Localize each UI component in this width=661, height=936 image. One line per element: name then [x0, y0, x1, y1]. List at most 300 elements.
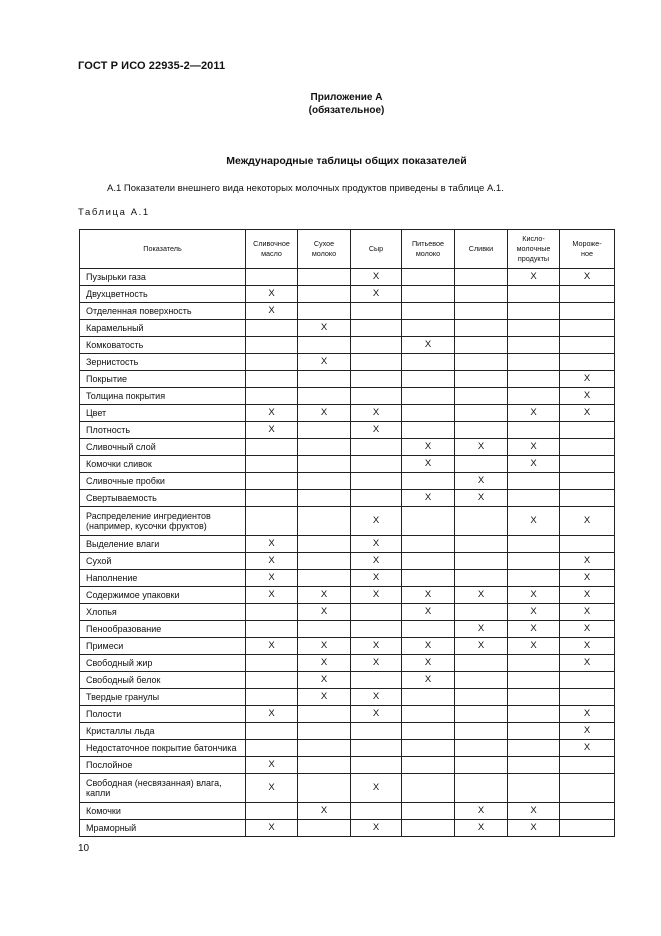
applicability-cell	[402, 570, 455, 587]
table-row	[80, 723, 615, 740]
applicability-cell	[402, 740, 455, 757]
applicability-cell	[508, 774, 560, 803]
indicator-name: Карамельный	[80, 320, 246, 337]
applicability-cell	[508, 422, 560, 439]
indicator-name: Двухцветность	[80, 286, 246, 303]
indicator-name: Покрытие	[80, 371, 246, 388]
applicability-cell: X	[402, 587, 455, 604]
applicability-cell: X	[560, 570, 615, 587]
applicability-cell	[246, 473, 298, 490]
column-header	[246, 230, 298, 269]
applicability-cell: X	[560, 740, 615, 757]
applicability-cell	[508, 740, 560, 757]
applicability-cell	[455, 507, 508, 536]
applicability-cell	[560, 337, 615, 354]
applicability-cell	[298, 456, 351, 473]
applicability-cell	[246, 490, 298, 507]
applicability-cell: X	[560, 371, 615, 388]
applicability-cell	[246, 672, 298, 689]
applicability-cell	[298, 774, 351, 803]
applicability-cell	[560, 320, 615, 337]
applicability-cell	[455, 320, 508, 337]
applicability-cell: X	[402, 604, 455, 621]
table-row	[80, 439, 615, 456]
applicability-cell	[455, 570, 508, 587]
applicability-cell	[560, 490, 615, 507]
table-row	[80, 303, 615, 320]
column-header-line: Сливочное	[253, 239, 290, 248]
indicator-name: Кристаллы льда	[80, 723, 246, 740]
column-header	[298, 230, 351, 269]
table-row	[80, 553, 615, 570]
applicability-cell	[246, 507, 298, 536]
applicability-cell	[351, 740, 402, 757]
applicability-cell	[560, 354, 615, 371]
applicability-cell: X	[402, 337, 455, 354]
column-header-line: молочные	[516, 244, 551, 253]
applicability-cell	[351, 621, 402, 638]
column-header-line: ное	[581, 249, 593, 258]
table-row	[80, 354, 615, 371]
applicability-cell	[455, 723, 508, 740]
indicator-name: Полости	[80, 706, 246, 723]
applicability-cell	[246, 723, 298, 740]
table-row	[80, 269, 615, 286]
appendix-label: Приложение А	[310, 92, 383, 103]
applicability-cell	[298, 507, 351, 536]
applicability-cell	[455, 706, 508, 723]
applicability-cell	[455, 689, 508, 706]
applicability-cell: X	[246, 706, 298, 723]
applicability-cell: X	[351, 405, 402, 422]
applicability-cell: X	[560, 621, 615, 638]
table-row	[80, 337, 615, 354]
applicability-cell: X	[455, 820, 508, 837]
applicability-cell: X	[351, 269, 402, 286]
applicability-cell	[402, 553, 455, 570]
section-title: Международные таблицы общих показателей	[226, 155, 467, 167]
indicator-name: Примеси	[80, 638, 246, 655]
applicability-cell	[246, 604, 298, 621]
column-header-line: масло	[261, 249, 282, 258]
applicability-cell	[402, 507, 455, 536]
column-header	[80, 230, 246, 269]
indicators-table	[79, 229, 615, 837]
table-row	[80, 473, 615, 490]
applicability-cell	[402, 371, 455, 388]
indicator-name: Хлопья	[80, 604, 246, 621]
applicability-cell	[455, 269, 508, 286]
indicator-name: Цвет	[80, 405, 246, 422]
table-row	[80, 570, 615, 587]
applicability-cell	[508, 320, 560, 337]
indicator-name: Комочки	[80, 803, 246, 820]
table-row	[80, 672, 615, 689]
column-header-line: Сухое	[313, 239, 335, 248]
applicability-cell	[560, 820, 615, 837]
applicability-cell: X	[560, 638, 615, 655]
applicability-cell	[508, 371, 560, 388]
applicability-cell	[455, 536, 508, 553]
column-header-line: Питьевое	[412, 239, 444, 248]
applicability-cell	[455, 740, 508, 757]
applicability-cell	[508, 757, 560, 774]
applicability-cell	[246, 388, 298, 405]
applicability-cell: X	[351, 507, 402, 536]
indicator-name: Распределение ингредиентов (например, кусочки фруктов)	[80, 507, 246, 536]
applicability-cell	[455, 553, 508, 570]
indicator-name: Мраморный	[80, 820, 246, 837]
applicability-cell: X	[508, 405, 560, 422]
applicability-cell	[351, 388, 402, 405]
applicability-cell: X	[560, 388, 615, 405]
applicability-cell	[455, 337, 508, 354]
applicability-cell: X	[508, 507, 560, 536]
applicability-cell: X	[508, 604, 560, 621]
applicability-cell	[402, 723, 455, 740]
applicability-cell	[298, 286, 351, 303]
applicability-cell: X	[351, 570, 402, 587]
table-row	[80, 757, 615, 774]
applicability-cell	[560, 672, 615, 689]
table-row	[80, 820, 615, 837]
table-row	[80, 655, 615, 672]
applicability-cell: X	[351, 422, 402, 439]
applicability-cell: X	[508, 803, 560, 820]
applicability-cell	[560, 473, 615, 490]
applicability-cell: X	[402, 490, 455, 507]
indicator-name: Пузырьки газа	[80, 269, 246, 286]
applicability-cell	[508, 303, 560, 320]
applicability-cell: X	[246, 286, 298, 303]
applicability-cell	[402, 706, 455, 723]
applicability-cell	[351, 473, 402, 490]
applicability-cell: X	[298, 405, 351, 422]
applicability-cell	[560, 803, 615, 820]
applicability-cell	[402, 621, 455, 638]
applicability-cell	[455, 655, 508, 672]
indicator-name: Комковатость	[80, 337, 246, 354]
applicability-cell	[455, 456, 508, 473]
column-header-line: молоко	[311, 249, 337, 258]
applicability-cell: X	[508, 269, 560, 286]
column-header	[560, 230, 615, 269]
applicability-cell	[508, 655, 560, 672]
table-row	[80, 621, 615, 638]
applicability-cell: X	[246, 303, 298, 320]
table-row	[80, 689, 615, 706]
applicability-cell	[298, 303, 351, 320]
applicability-cell	[246, 740, 298, 757]
indicator-name: Свободная (несвязанная) влага, капли	[80, 774, 246, 803]
applicability-cell: X	[298, 655, 351, 672]
column-header-line: Мороже-	[572, 239, 602, 248]
applicability-cell	[455, 422, 508, 439]
applicability-cell	[508, 553, 560, 570]
applicability-cell	[298, 706, 351, 723]
indicator-name: Твердые гранулы	[80, 689, 246, 706]
applicability-cell: X	[298, 354, 351, 371]
applicability-cell: X	[508, 587, 560, 604]
applicability-cell	[402, 286, 455, 303]
table-row	[80, 456, 615, 473]
indicator-name: Содержимое упаковки	[80, 587, 246, 604]
applicability-cell	[508, 706, 560, 723]
applicability-cell	[246, 371, 298, 388]
indicator-name: Комочки сливок	[80, 456, 246, 473]
applicability-cell	[351, 803, 402, 820]
applicability-cell: X	[298, 604, 351, 621]
applicability-cell: X	[560, 269, 615, 286]
applicability-cell	[508, 388, 560, 405]
document-code: ГОСТ Р ИСО 22935-2—2011	[78, 60, 226, 72]
applicability-cell	[298, 757, 351, 774]
applicability-cell	[351, 604, 402, 621]
applicability-cell	[508, 689, 560, 706]
applicability-cell	[560, 689, 615, 706]
indicator-name: Свободный белок	[80, 672, 246, 689]
applicability-cell	[246, 621, 298, 638]
applicability-cell	[402, 405, 455, 422]
applicability-cell	[402, 803, 455, 820]
applicability-cell	[298, 337, 351, 354]
intro-paragraph: А.1 Показатели внешнего вида некоторых молочных продуктов приведены в таблице А.1.	[107, 183, 504, 194]
indicator-name: Свертываемость	[80, 490, 246, 507]
applicability-cell	[402, 388, 455, 405]
applicability-cell	[298, 621, 351, 638]
applicability-cell: X	[508, 820, 560, 837]
applicability-cell: X	[246, 820, 298, 837]
applicability-cell: X	[246, 757, 298, 774]
indicator-name: Толщина покрытия	[80, 388, 246, 405]
applicability-cell	[351, 439, 402, 456]
indicator-name: Плотность	[80, 422, 246, 439]
table-row	[80, 422, 615, 439]
applicability-cell	[351, 371, 402, 388]
table-row	[80, 803, 615, 820]
applicability-cell: X	[402, 672, 455, 689]
applicability-cell	[560, 286, 615, 303]
applicability-cell	[351, 337, 402, 354]
applicability-cell	[246, 689, 298, 706]
column-header	[402, 230, 455, 269]
applicability-cell: X	[560, 507, 615, 536]
column-header-line: Показатель	[143, 244, 182, 253]
applicability-cell	[351, 456, 402, 473]
table-row	[80, 604, 615, 621]
applicability-cell	[560, 439, 615, 456]
table-row	[80, 740, 615, 757]
applicability-cell: X	[351, 706, 402, 723]
applicability-cell: X	[455, 803, 508, 820]
applicability-cell: X	[351, 587, 402, 604]
applicability-cell	[402, 422, 455, 439]
applicability-cell	[402, 269, 455, 286]
column-header	[351, 230, 402, 269]
applicability-cell	[298, 422, 351, 439]
applicability-cell	[455, 757, 508, 774]
applicability-cell	[508, 286, 560, 303]
applicability-cell	[402, 774, 455, 803]
indicator-name: Недостаточное покрытие батончика	[80, 740, 246, 757]
column-header	[508, 230, 560, 269]
applicability-cell	[298, 536, 351, 553]
applicability-cell: X	[298, 587, 351, 604]
table-caption: Таблица А.1	[78, 207, 150, 218]
column-header-line: Сливки	[468, 244, 494, 253]
applicability-cell	[298, 439, 351, 456]
applicability-cell	[455, 303, 508, 320]
applicability-cell	[560, 757, 615, 774]
applicability-cell: X	[246, 774, 298, 803]
applicability-cell: X	[351, 638, 402, 655]
indicator-name: Свободный жир	[80, 655, 246, 672]
indicator-name: Послойное	[80, 757, 246, 774]
applicability-cell	[351, 303, 402, 320]
applicability-cell	[351, 723, 402, 740]
applicability-cell	[298, 723, 351, 740]
column-header	[455, 230, 508, 269]
applicability-cell: X	[560, 587, 615, 604]
indicator-name: Наполнение	[80, 570, 246, 587]
applicability-cell	[298, 553, 351, 570]
applicability-cell: X	[246, 422, 298, 439]
applicability-cell	[402, 757, 455, 774]
applicability-cell: X	[351, 286, 402, 303]
table-row	[80, 536, 615, 553]
applicability-cell	[508, 723, 560, 740]
applicability-cell	[246, 320, 298, 337]
applicability-cell	[298, 371, 351, 388]
applicability-cell	[246, 354, 298, 371]
applicability-cell	[508, 570, 560, 587]
table-row	[80, 371, 615, 388]
applicability-cell	[508, 473, 560, 490]
applicability-cell	[455, 604, 508, 621]
applicability-cell: X	[298, 689, 351, 706]
applicability-cell: X	[246, 638, 298, 655]
applicability-cell	[246, 803, 298, 820]
applicability-cell	[508, 536, 560, 553]
applicability-cell	[508, 354, 560, 371]
applicability-cell	[455, 774, 508, 803]
applicability-cell	[560, 422, 615, 439]
applicability-cell: X	[455, 638, 508, 655]
indicator-name: Отделенная поверхность	[80, 303, 246, 320]
applicability-cell	[402, 320, 455, 337]
table-row	[80, 405, 615, 422]
table-row	[80, 320, 615, 337]
applicability-cell	[455, 354, 508, 371]
applicability-cell	[402, 354, 455, 371]
applicability-cell	[402, 689, 455, 706]
applicability-cell	[351, 320, 402, 337]
applicability-cell: X	[508, 456, 560, 473]
applicability-cell: X	[402, 638, 455, 655]
applicability-cell	[298, 269, 351, 286]
applicability-cell	[298, 820, 351, 837]
applicability-cell	[455, 286, 508, 303]
applicability-cell	[298, 473, 351, 490]
applicability-cell	[246, 655, 298, 672]
indicator-name: Сливочный слой	[80, 439, 246, 456]
indicator-name: Зернистость	[80, 354, 246, 371]
applicability-cell	[298, 490, 351, 507]
table-body	[80, 269, 615, 837]
applicability-cell	[246, 269, 298, 286]
applicability-cell	[246, 337, 298, 354]
applicability-cell	[455, 672, 508, 689]
applicability-cell	[298, 570, 351, 587]
page-number: 10	[78, 843, 90, 854]
table-row	[80, 388, 615, 405]
applicability-cell	[298, 740, 351, 757]
applicability-cell: X	[246, 553, 298, 570]
applicability-cell	[560, 774, 615, 803]
applicability-cell: X	[455, 473, 508, 490]
appendix-status: (обязательное)	[308, 105, 385, 116]
applicability-cell: X	[508, 439, 560, 456]
applicability-cell: X	[560, 553, 615, 570]
applicability-cell: X	[298, 803, 351, 820]
applicability-cell: X	[298, 672, 351, 689]
applicability-cell: X	[351, 553, 402, 570]
appendix-heading	[0, 91, 661, 117]
column-header-line: продукты	[517, 254, 550, 263]
applicability-cell: X	[402, 456, 455, 473]
applicability-cell: X	[351, 536, 402, 553]
indicator-name: Выделение влаги	[80, 536, 246, 553]
applicability-cell	[560, 456, 615, 473]
applicability-cell: X	[560, 723, 615, 740]
applicability-cell: X	[351, 689, 402, 706]
applicability-cell: X	[351, 774, 402, 803]
applicability-cell: X	[455, 490, 508, 507]
indicator-name: Пенообразование	[80, 621, 246, 638]
table-row	[80, 774, 615, 803]
applicability-cell	[402, 820, 455, 837]
applicability-cell: X	[560, 405, 615, 422]
column-header-line: молоко	[415, 249, 441, 258]
applicability-cell: X	[508, 621, 560, 638]
applicability-cell	[402, 303, 455, 320]
table-row	[80, 286, 615, 303]
table-row	[80, 587, 615, 604]
applicability-cell	[351, 354, 402, 371]
applicability-cell	[246, 439, 298, 456]
applicability-cell: X	[508, 638, 560, 655]
table-row	[80, 706, 615, 723]
applicability-cell	[508, 490, 560, 507]
applicability-cell	[455, 371, 508, 388]
applicability-cell	[402, 536, 455, 553]
applicability-cell: X	[402, 655, 455, 672]
table-row	[80, 507, 615, 536]
table-row	[80, 638, 615, 655]
table-row	[80, 490, 615, 507]
column-header-line: Сыр	[368, 244, 384, 253]
indicator-name: Сливочные пробки	[80, 473, 246, 490]
applicability-cell	[455, 388, 508, 405]
applicability-cell: X	[455, 439, 508, 456]
applicability-cell: X	[351, 820, 402, 837]
applicability-cell: X	[298, 638, 351, 655]
applicability-cell: X	[246, 536, 298, 553]
applicability-cell	[298, 388, 351, 405]
applicability-cell	[402, 473, 455, 490]
applicability-cell: X	[402, 439, 455, 456]
applicability-cell	[455, 405, 508, 422]
